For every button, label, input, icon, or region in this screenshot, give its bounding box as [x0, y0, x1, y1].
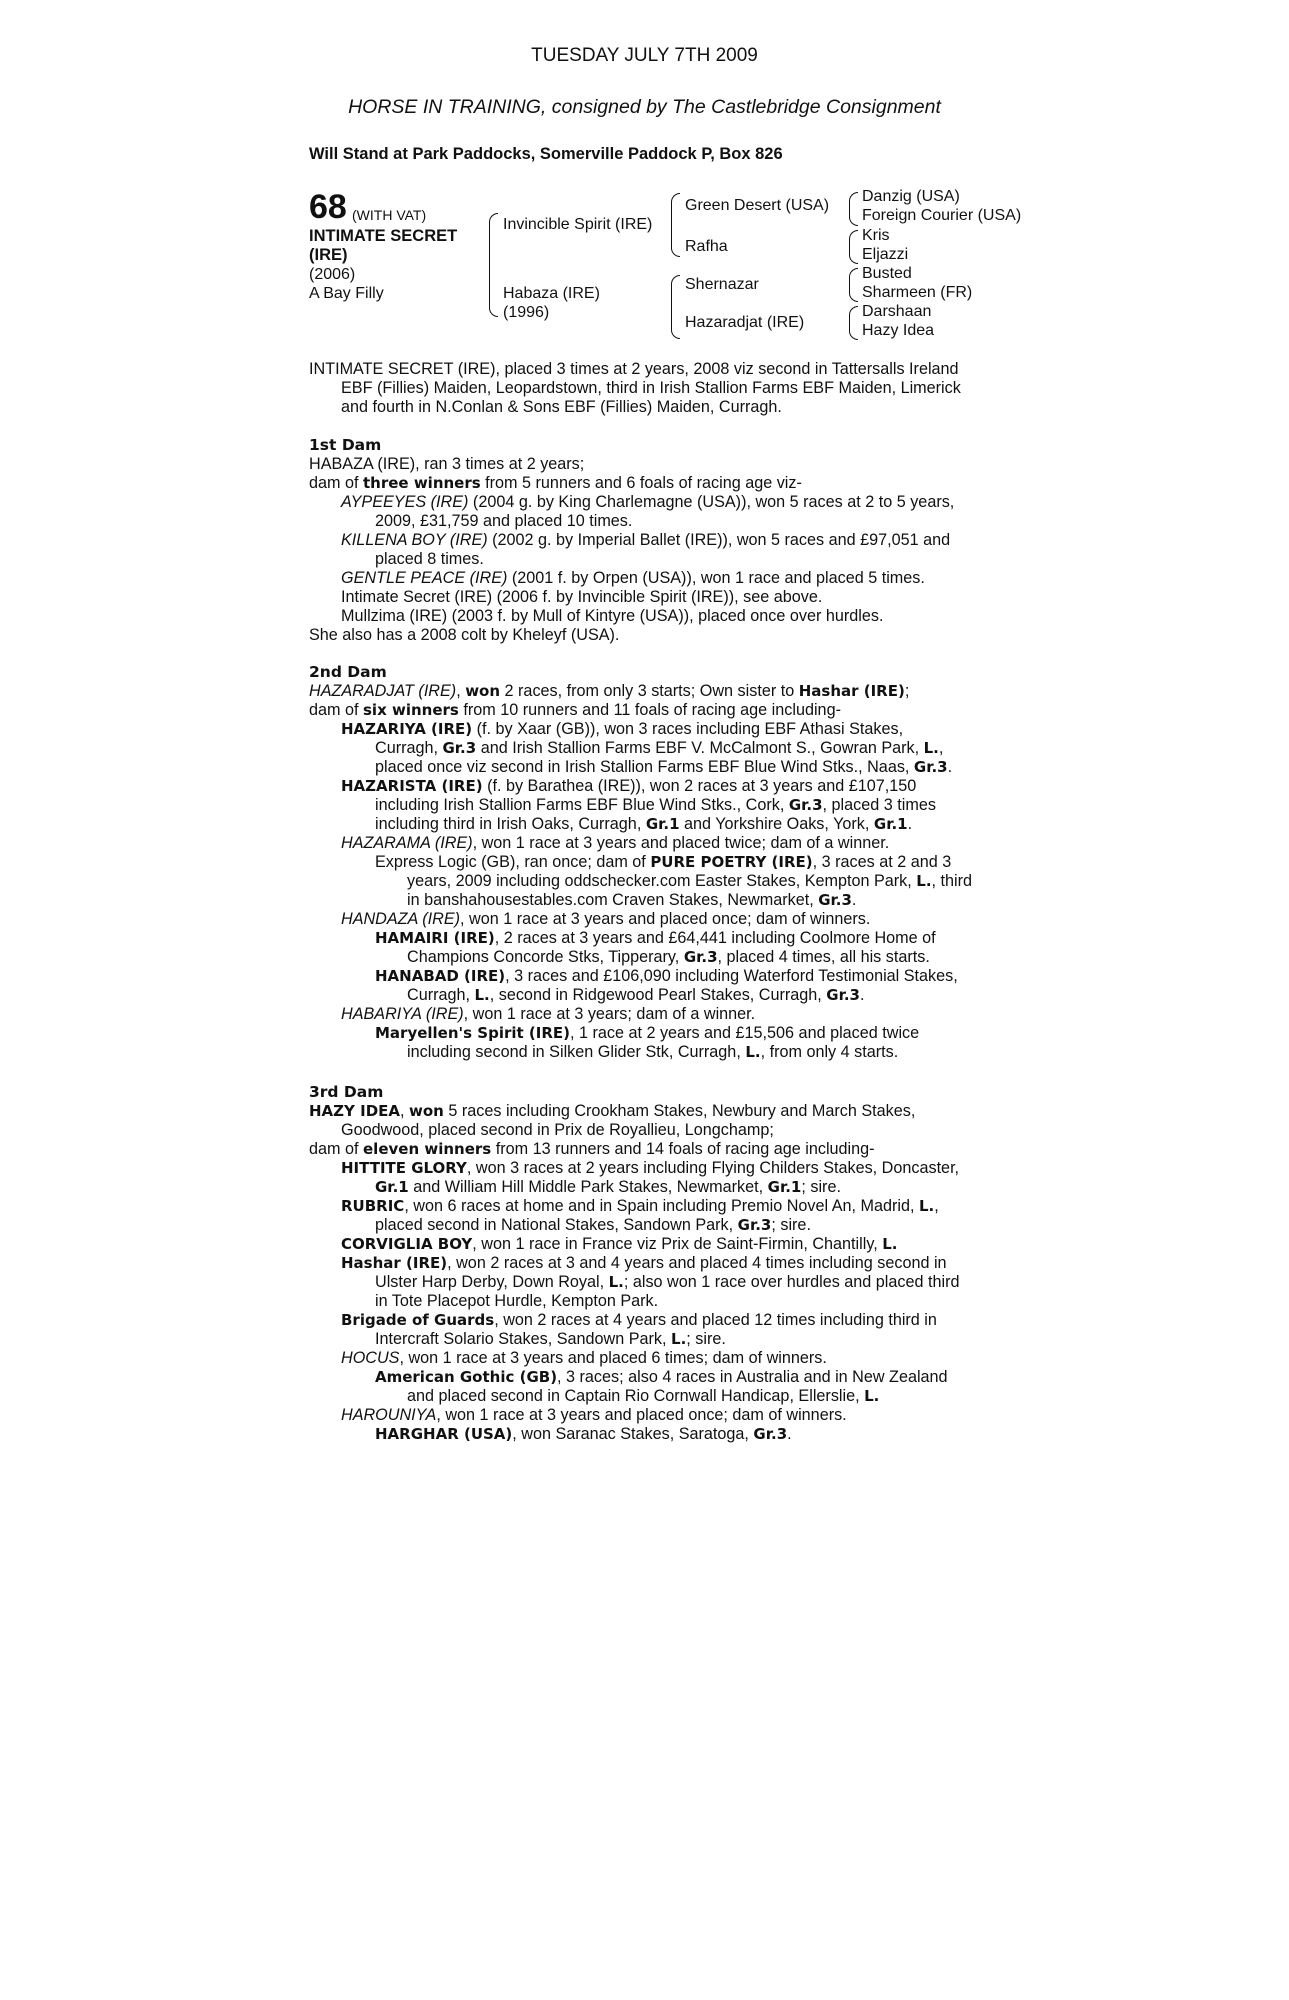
produce-entry: Intimate Secret (IRE) (2006 f. by Invincible Spirit (IRE)), see above.: [341, 588, 823, 606]
pedigree-sire-dam: Rafha: [685, 238, 728, 255]
first-dam-section: [309, 436, 981, 645]
pedigree-gg-8: Hazy Idea: [862, 322, 935, 339]
pedigree-gg-6: Sharmeen (FR): [862, 284, 973, 301]
produce-entry-cont: 2009, £31,759 and placed 10 times.: [375, 512, 633, 530]
dam-note: She also has a 2008 colt by Kheleyf (USA).: [309, 626, 620, 644]
dam-line: HAZARADJAT (IRE), won 2 races, from only 3 starts; Own sister to Hashar (IRE);: [309, 682, 910, 700]
produce-entry-cont: Curragh, Gr.3 and Irish Stallion Farms EBF V. McCalmont S., Gowran Park, L.,: [375, 739, 944, 757]
grand-produce-cont: in banshahousestables.com Craven Stakes, Newmarket, Gr.3.: [407, 891, 857, 909]
pedigree-gg-3: Kris: [862, 227, 890, 244]
produce-summary: dam of three winners from 5 runners and 6 foals of racing age viz-: [309, 474, 802, 492]
produce-entry: Mullzima (IRE) (2003 f. by Mull of Kintyre (USA)), placed once over hurdles.: [341, 607, 884, 625]
produce-entry-cont: placed once viz second in Irish Stallion Farms EBF Blue Wind Stks., Naas, Gr.3.: [375, 758, 953, 776]
produce-summary: dam of eleven winners from 13 runners and 14 foals of racing age including-: [309, 1140, 875, 1158]
pedigree-bracket-sire: [671, 193, 680, 257]
produce-entry: HAROUNIYA, won 1 race at 3 years and placed once; dam of winners.: [341, 1406, 847, 1424]
pedigree-bracket-gg1: [849, 192, 858, 226]
produce-entry: CORVIGLIA BOY, won 1 race in France viz Prix de Saint-Firmin, Chantilly, L.: [341, 1235, 898, 1253]
pedigree-sire-sire: Green Desert (USA): [685, 197, 830, 214]
pedigree-dam-year: (1996): [503, 304, 550, 321]
pedigree-bracket-dam: [671, 275, 680, 339]
produce-entry: HABARIYA (IRE), won 1 race at 3 years; dam of a winner.: [341, 1005, 756, 1023]
vat-note: (WITH VAT): [352, 207, 427, 223]
produce-entry-cont: placed second in National Stakes, Sandown Park, Gr.3; sire.: [375, 1216, 811, 1234]
foaling-year: (2006): [309, 266, 356, 283]
pedigree-gg-7: Darshaan: [862, 303, 932, 320]
pedigree-gg-5: Busted: [862, 265, 912, 282]
grand-produce-entry: Express Logic (GB), ran once; dam of PURE POETRY (IRE), 3 races at 2 and 3: [375, 853, 952, 871]
intro-line: INTIMATE SECRET (IRE), placed 3 times at 2 years, 2008 viz second in Tattersalls Ireland: [309, 360, 959, 378]
grand-produce-cont: Champions Concorde Stks, Tipperary, Gr.3, placed 4 times, all his starts.: [407, 948, 930, 966]
third-dam-section: [309, 1083, 981, 1444]
produce-entry-cont: Ulster Harp Derby, Down Royal, L.; also won 1 race over hurdles and placed third: [375, 1273, 960, 1291]
pedigree-dam-sire: Shernazar: [685, 276, 759, 293]
horse-name-suffix: (IRE): [309, 246, 348, 264]
sale-date: TUESDAY JULY 7TH 2009: [531, 45, 758, 66]
produce-summary: dam of six winners from 10 runners and 11 foals of racing age including-: [309, 701, 841, 719]
produce-entry-cont: placed 8 times.: [375, 550, 484, 568]
produce-entry: HITTITE GLORY, won 3 races at 2 years including Flying Childers Stakes, Doncaster,: [341, 1159, 960, 1177]
produce-entry: AYPEEYES (IRE) (2004 g. by King Charlemagne (USA)), won 5 races at 2 to 5 years,: [341, 493, 955, 511]
grand-produce-cont: years, 2009 including oddschecker.com Easter Stakes, Kempton Park, L., third: [407, 872, 973, 890]
horse-description: A Bay Filly: [309, 285, 384, 302]
produce-entry: GENTLE PEACE (IRE) (2001 f. by Orpen (USA)), won 1 race and placed 5 times.: [341, 569, 925, 587]
grand-produce-cont: Curragh, L., second in Ridgewood Pearl Stakes, Curragh, Gr.3.: [407, 986, 865, 1004]
produce-entry: Hashar (IRE), won 2 races at 3 and 4 years and placed 4 times including second in: [341, 1254, 947, 1272]
section-title: 1st Dam: [309, 436, 382, 454]
section-title: 3rd Dam: [309, 1083, 384, 1101]
lot-heading: HORSE IN TRAINING, consigned by The Castlebridge Consignment: [348, 96, 941, 118]
produce-entry-cont: including third in Irish Oaks, Curragh, Gr.1 and Yorkshire Oaks, York, Gr.1.: [375, 815, 913, 833]
produce-entry-cont: in Tote Placepot Hurdle, Kempton Park.: [375, 1292, 659, 1310]
produce-entry: HAZARIYA (IRE) (f. by Xaar (GB)), won 3 races including EBF Athasi Stakes,: [341, 720, 904, 738]
produce-entry: HOCUS, won 1 race at 3 years and placed 6 times; dam of winners.: [341, 1349, 827, 1367]
grand-produce-entry: HANABAD (IRE), 3 races and £106,090 including Waterford Testimonial Stakes,: [375, 967, 958, 985]
produce-entry: HANDAZA (IRE), won 1 race at 3 years and placed once; dam of winners.: [341, 910, 871, 928]
section-title: 2nd Dam: [309, 663, 387, 681]
produce-entry-cont: Intercraft Solario Stakes, Sandown Park, L.; sire.: [375, 1330, 726, 1348]
horse-name: INTIMATE SECRET: [309, 227, 458, 245]
race-record-summary: [309, 360, 981, 417]
pedigree-gg-1: Danzig (USA): [862, 188, 960, 205]
produce-entry: RUBRIC, won 6 races at home and in Spain including Premio Novel An, Madrid, L.,: [341, 1197, 939, 1215]
grand-produce-entry: HAMAIRI (IRE), 2 races at 3 years and £64,441 including Coolmore Home of: [375, 929, 936, 947]
stand-location: Will Stand at Park Paddocks, Somerville Paddock P, Box 826: [309, 145, 783, 163]
second-dam-section: [309, 663, 981, 1062]
grand-produce-cont: and placed second in Captain Rio Cornwall Handicap, Ellerslie, L.: [407, 1387, 880, 1405]
produce-entry: HAZARISTA (IRE) (f. by Barathea (IRE)), won 2 races at 3 years and £107,150: [341, 777, 917, 795]
pedigree-dam-dam: Hazaradjat (IRE): [685, 314, 805, 331]
produce-entry: KILLENA BOY (IRE) (2002 g. by Imperial Ballet (IRE)), won 5 races and £97,051 and: [341, 531, 951, 549]
pedigree-bracket-gg4: [849, 306, 858, 340]
pedigree-sire: Invincible Spirit (IRE): [503, 216, 653, 233]
pedigree-gg-2: Foreign Courier (USA): [862, 207, 1022, 224]
pedigree-bracket-gen1: [489, 213, 498, 317]
produce-entry-cont: Gr.1 and William Hill Middle Park Stakes, Newmarket, Gr.1; sire.: [375, 1178, 841, 1196]
grand-produce-entry: Maryellen's Spirit (IRE), 1 race at 2 years and £15,506 and placed twice: [375, 1024, 920, 1042]
produce-entry: HAZARAMA (IRE), won 1 race at 3 years and placed twice; dam of a winner.: [341, 834, 890, 852]
pedigree-dam: Habaza (IRE): [503, 285, 600, 302]
pedigree-bracket-gg2: [849, 230, 858, 264]
dam-line-cont: Goodwood, placed second in Prix de Royallieu, Longchamp;: [341, 1121, 774, 1139]
grand-produce-entry: HARGHAR (USA), won Saranac Stakes, Saratoga, Gr.3.: [375, 1425, 792, 1443]
dam-line: HAZY IDEA, won 5 races including Crookham Stakes, Newbury and March Stakes,: [309, 1102, 916, 1120]
produce-entry: Brigade of Guards, won 2 races at 4 years and placed 12 times including third in: [341, 1311, 937, 1329]
pedigree-bracket-gg3: [849, 268, 858, 302]
intro-line: and fourth in N.Conlan & Sons EBF (Fillies) Maiden, Curragh.: [341, 398, 782, 416]
lot-number: 68: [309, 188, 347, 226]
grand-produce-cont: including second in Silken Glider Stk, Curragh, L., from only 4 starts.: [407, 1043, 899, 1061]
pedigree-gg-4: Eljazzi: [862, 246, 909, 263]
produce-entry-cont: including Irish Stallion Farms EBF Blue Wind Stks., Cork, Gr.3, placed 3 times: [375, 796, 936, 814]
dam-line: HABAZA (IRE), ran 3 times at 2 years;: [309, 455, 585, 473]
intro-line: EBF (Fillies) Maiden, Leopardstown, third in Irish Stallion Farms EBF Maiden, Limerick: [341, 379, 961, 397]
grand-produce-entry: American Gothic (GB), 3 races; also 4 races in Australia and in New Zealand: [375, 1368, 948, 1386]
